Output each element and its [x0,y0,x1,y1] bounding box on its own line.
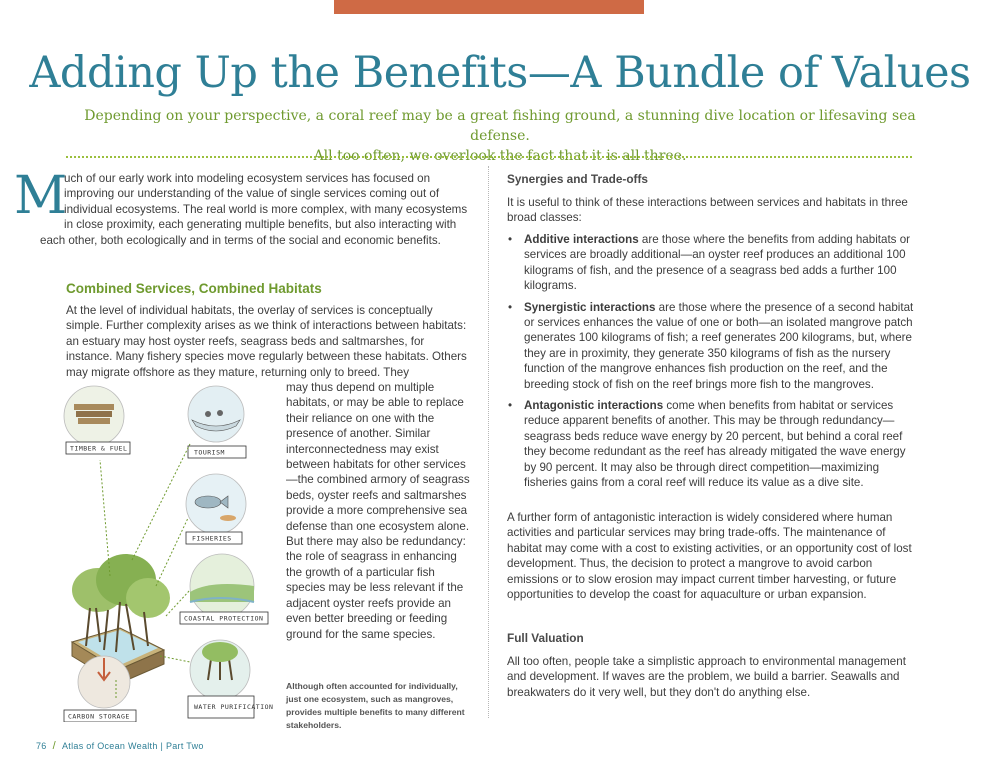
section-heading-full-valuation: Full Valuation [507,631,584,645]
desc-additive: are those where the benefits from adding habitats or services are broadly additional—an oyster reef produces an additional 100 kilograms of fish, and the presence of a seagrass bed adds a further 100 kilograms. [524,233,910,293]
book-title: Atlas of Ocean Wealth [61,741,158,751]
coastal-protection-vignette [180,554,268,624]
term-antagonistic: Antagonistic interactions [524,399,664,413]
label-tourism: TOURISM [194,448,225,457]
section-heading-combined: Combined Services, Combined Habitats [66,281,322,296]
water-purification-vignette [188,640,273,718]
intro-text: uch of our early work into modeling ecosystem services has focused on improving our understanding of the value of single services coming out of individual ecosystems. The real world is more complex, with many ecosystems in close proximity, each generating multiple benefits, but also interacting with each other, both ecologically and in terms of the social and economic benefits. [40,172,468,247]
mangrove-services-illustration [60,380,286,722]
label-carbon-storage: CARBON STORAGE [68,712,130,721]
desc-synergistic: are those where the presence of a second habitat or services enhances the value of one or both—an isolated mangrove patch generates 100 kilograms of fish; a reef generates 200 kilograms, but, where they are in proximity, they generate 350 kilograms of fish as the nursery function of the mangrove enhances fish production on the reef, and the breeding stock of fish on the reef brings more fish to the mangroves. [524,300,914,391]
drop-cap: M [14,166,68,226]
interconnected-paragraph: may thus depend on multiple habitats, or may be able to replace their reliance on one with the presence of another. Similar interconnectedness may exist between habitats for other services—the combined armory of seagrass beds, oyster reefs and saltmarshes provide a more comprehensive sea defense than one ecosystem alone. But there may also be redundancy: the role of seagrass in enhancing the growth of a particular fish species may be less relevant if the adjacent oyster reefs provide an even better breeding or feeding ground for the same species. [286,381,470,641]
footer-separator: | [160,741,164,751]
page-title: Adding Up the Benefits—A Bundle of Values [29,48,971,98]
label-timber-fuel: TIMBER & FUEL [70,444,128,453]
part-label: Part Two [165,741,204,751]
combined-paragraph: At the level of individual habitats, the overlay of services is conceptually simple. Further complexity arises as we think of interactions between habitats: an estuary may host oyster reefs, seagrass beds and saltmarshes, for instance. Many fishery species move regularly between these habitats. Others may migrate offshore as they mature, returning only to breed. They [66,304,467,379]
timber-fuel-vignette [64,386,130,454]
label-fisheries: FISHERIES [192,534,232,543]
list-item-antagonistic [507,398,915,490]
tradeoffs-paragraph: A further form of antagonistic interaction is widely considered where human activities and particular services may bring trade-offs. The maintenance of habitat may come with a cost to existing activities, or an opportunity cost of lost development. Thus, the decision to protect a mangrove to avoid carbon emissions or to slow erosion may impact current timber harvesting, or future opportunities to develop the coast for aquaculture or urban expansion. [507,511,912,602]
interaction-types-list [507,232,915,497]
list-item-synergistic [507,300,915,392]
section-heading-synergies: Synergies and Trade-offs [507,172,648,186]
term-additive: Additive interactions [524,233,639,246]
column-divider [488,166,489,718]
tourism-vignette [188,386,246,458]
figure-caption: Although often accounted for individually, just one ecosystem, such as mangroves, provides multiple benefits to many different stakeholders. [286,681,465,730]
subtitle-line-1: Depending on your perspective, a coral reef may be a great fishing ground, a stunning dive location or lifesaving sea defense. [84,108,916,144]
top-accent-bar [334,0,644,14]
intro-paragraph [14,166,470,248]
label-coastal-protection: COASTAL PROTECTION [184,614,264,623]
page-number: 76 [36,741,47,751]
fisheries-vignette [186,474,246,544]
desc-antagonistic: come when benefits from habitat or services reduce apparent benefits of another. This may be through redundancy—seagrass beds reduce wave energy by 20 percent, but behind a coral reef they become redundant as the reef has already mitigated the wave energy by 90 percent. It may also be through direct competition—maximizing fisheries gains from a coral reef will reduce its value as a dive site. [524,399,906,490]
full-valuation-paragraph: All too often, people take a simplistic approach to environmental management and development. If waves are the problem, we build a barrier. Seawalls and breakwaters do it very well, but they don't do anything else. [507,655,906,699]
page-footer [36,740,204,752]
term-synergistic: Synergistic interactions [524,300,656,314]
synergies-intro: It is useful to think of these interactions between services and habitats in three broad classes: [507,196,908,225]
footer-slash: / [52,740,56,752]
header-divider [66,156,912,158]
label-water-purification: WATER PURIFICATION [194,703,274,711]
subtitle-line-2: All too often, we overlook the fact that it is all three. [313,148,687,164]
list-item-additive [507,232,915,294]
